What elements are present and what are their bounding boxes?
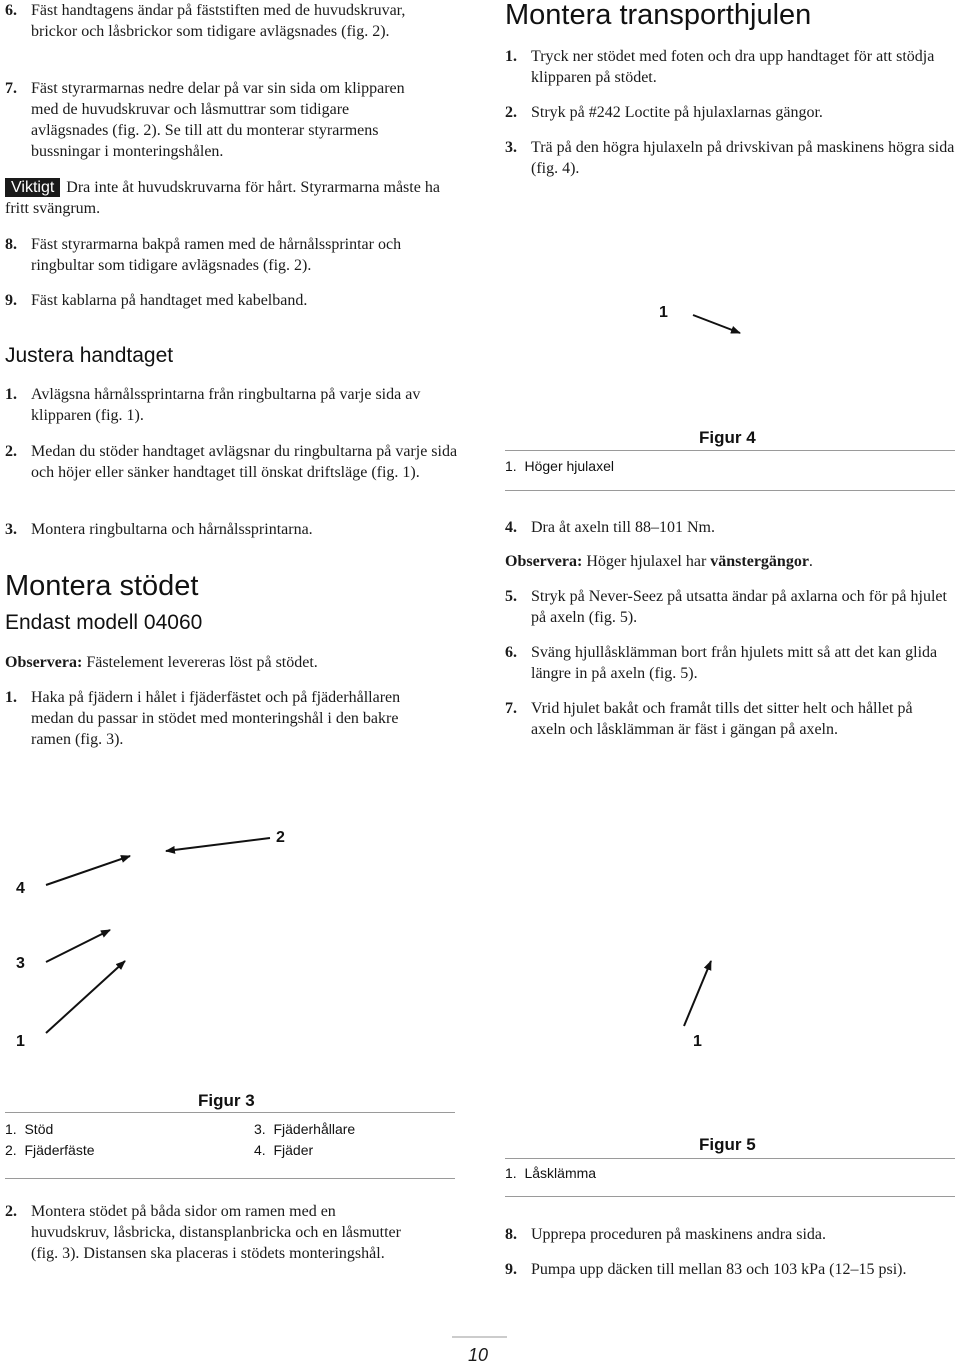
wheels-step-6: 6. Sväng hjullåsklämman bort från hjulets mitt så att det kan glida längre in på axeln (fig. 5). xyxy=(505,644,938,682)
stand-note-label: Observera: xyxy=(5,654,83,671)
fig4-caption: Figur 4 xyxy=(699,428,756,447)
important-text: Dra inte åt huvudskruvarna för hårt. Styrarmarna måste ha fritt svängrum. xyxy=(5,179,440,217)
fig4-callout-1: 1 xyxy=(659,304,668,321)
fig3-callout-4: 4 xyxy=(16,880,25,897)
adjust-step-1: 1. Avlägsna hårnålssprintarna från ringbultarna på varje sida av klipparen (fig. 1). xyxy=(5,386,421,424)
fig3-callout-3: 3 xyxy=(16,955,25,972)
adjust-step-2: 2. Medan du stöder handtaget avlägsnar du ringbultarna på varje sida och höjer eller sänker handtaget till önskat driftsläge (fig. 1). xyxy=(5,443,458,481)
fig3-arrow-3 xyxy=(46,930,110,962)
fig3-callout-1a: 1 xyxy=(16,1033,25,1050)
step-6: 6. Fäst handtagens ändar på fäststiften med de huvudskruvar, brickor och låsbrickor som tidigare avlägsnades (fig. 2). xyxy=(5,0,430,42)
important-badge: Viktigt xyxy=(5,178,60,197)
fig3-legend-2: 2. Fjäderfäste xyxy=(5,1142,95,1158)
step-7-text: Fäst styrarmarnas nedre delar på var sin sida om klipparen med de huvudskruvar och låsmuttrar som tidigare avlägsnades (fig. 2). Se till att du monterar styrarmens bussningar i monteringshålen. xyxy=(31,80,405,160)
fig3-callout-2: 2 xyxy=(276,829,285,846)
wheels-step-8: 8. Upprepa proceduren på maskinens andra sida. xyxy=(505,1226,826,1243)
wheels-step-5: 5. Stryk på Never-Seez på utsatta ändar på axlarna och för på hjulet på axeln (fig. 5). xyxy=(505,588,947,626)
step-9: 9. Fäst kablarna på handtaget med kabelband. xyxy=(5,290,465,311)
step-7: 7. Fäst styrarmarnas nedre delar på var sin sida om klipparen med de huvudskruvar och låsmuttrar som tidigare avlägsnades (fig. 2). Se till att du monterar styrarmens bussningar i monteringshålen. xyxy=(5,78,430,162)
page-number: 10 xyxy=(468,1345,489,1365)
step-6-text: Fäst handtagens ändar på fäststiften med de huvudskruvar, brickor och låsbrickor som tidigare avlägsnades (fig. 2). xyxy=(31,2,406,40)
step-8-text: Fäst styrarmarna bakpå ramen med de hårnålssprintar och ringbultar som tidigare avlägsnades (fig. 2). xyxy=(31,236,402,274)
fig3-caption: Figur 3 xyxy=(198,1091,255,1110)
fig4-arrow-1 xyxy=(693,315,740,333)
wheels-step-7: 7. Vrid hjulet bakåt och framåt tills det sitter helt och hållet på axeln och låsklämman är fäst i gängan på axeln. xyxy=(505,700,913,738)
fig5-legend-1: 1. Låsklämma xyxy=(505,1165,597,1181)
wheels-step-9: 9. Pumpa upp däcken till mellan 83 och 103 kPa (12–15 psi). xyxy=(505,1261,907,1278)
step-8: 8. Fäst styrarmarna bakpå ramen med de hårnålssprintar och ringbultar som tidigare avlägsnades (fig. 2). xyxy=(5,234,465,276)
fig4-legend-1: 1. Höger hjulaxel xyxy=(505,458,614,474)
stand-heading: Montera stödet xyxy=(5,570,199,602)
fig3-legend-3: 3. Fjäderhållare xyxy=(254,1121,356,1137)
wheels-step-4: 4. Dra åt axeln till 88–101 Nm. xyxy=(505,519,715,536)
wheels-heading: Montera transporthjulen xyxy=(505,0,812,31)
fig3-legend-1: 1. Stöd xyxy=(5,1121,54,1137)
fig3-arrow-1b xyxy=(684,961,711,1026)
wheels-step-3: 3. Trä på den högra hjulaxeln på drivskivan på maskinens högra sida (fig. 4). xyxy=(505,139,955,177)
stand-subheading: Endast modell 04060 xyxy=(5,611,203,634)
adjust-handle-heading: Justera handtaget xyxy=(5,344,174,367)
wheels-step-1: 1. Tryck ner stödet med foten och dra upp handtaget för att stödja klipparen på stödet. xyxy=(505,48,935,86)
fig3-arrow-4 xyxy=(46,856,130,885)
adjust-step-3: 3. Montera ringbultarna och hårnålssprintarna. xyxy=(5,521,313,538)
stand-note-text: Fästelement levereras löst på stödet. xyxy=(86,654,318,671)
fig5-caption: Figur 5 xyxy=(699,1135,756,1154)
wheels-note: Observera: Höger hjulaxel har vänstergängor. xyxy=(505,553,813,570)
fig3-legend-4: 4. Fjäder xyxy=(254,1142,314,1158)
fig3-arrow-1a xyxy=(46,961,125,1033)
stand-step-1: 1. Haka på fjädern i hålet i fjäderfästet och på fjäderhållaren medan du passar in stödet med monteringshål i den bakre ramen (fig. 3). xyxy=(5,689,401,748)
step-9-text: Fäst kablarna på handtaget med kabelband. xyxy=(31,292,308,309)
fig3-callout-1b: 1 xyxy=(693,1033,702,1050)
wheels-step-2: 2. Stryk på #242 Loctite på hjulaxlarnas gängor. xyxy=(505,104,823,121)
stand-step-2: 2. Montera stödet på båda sidor om ramen med en huvudskruv, låsbricka, distansplanbricka och en låsmutter (fig. 3). Distansen ska placeras i stödets monteringshål. xyxy=(5,1203,401,1262)
fig3-arrow-2 xyxy=(166,838,270,851)
